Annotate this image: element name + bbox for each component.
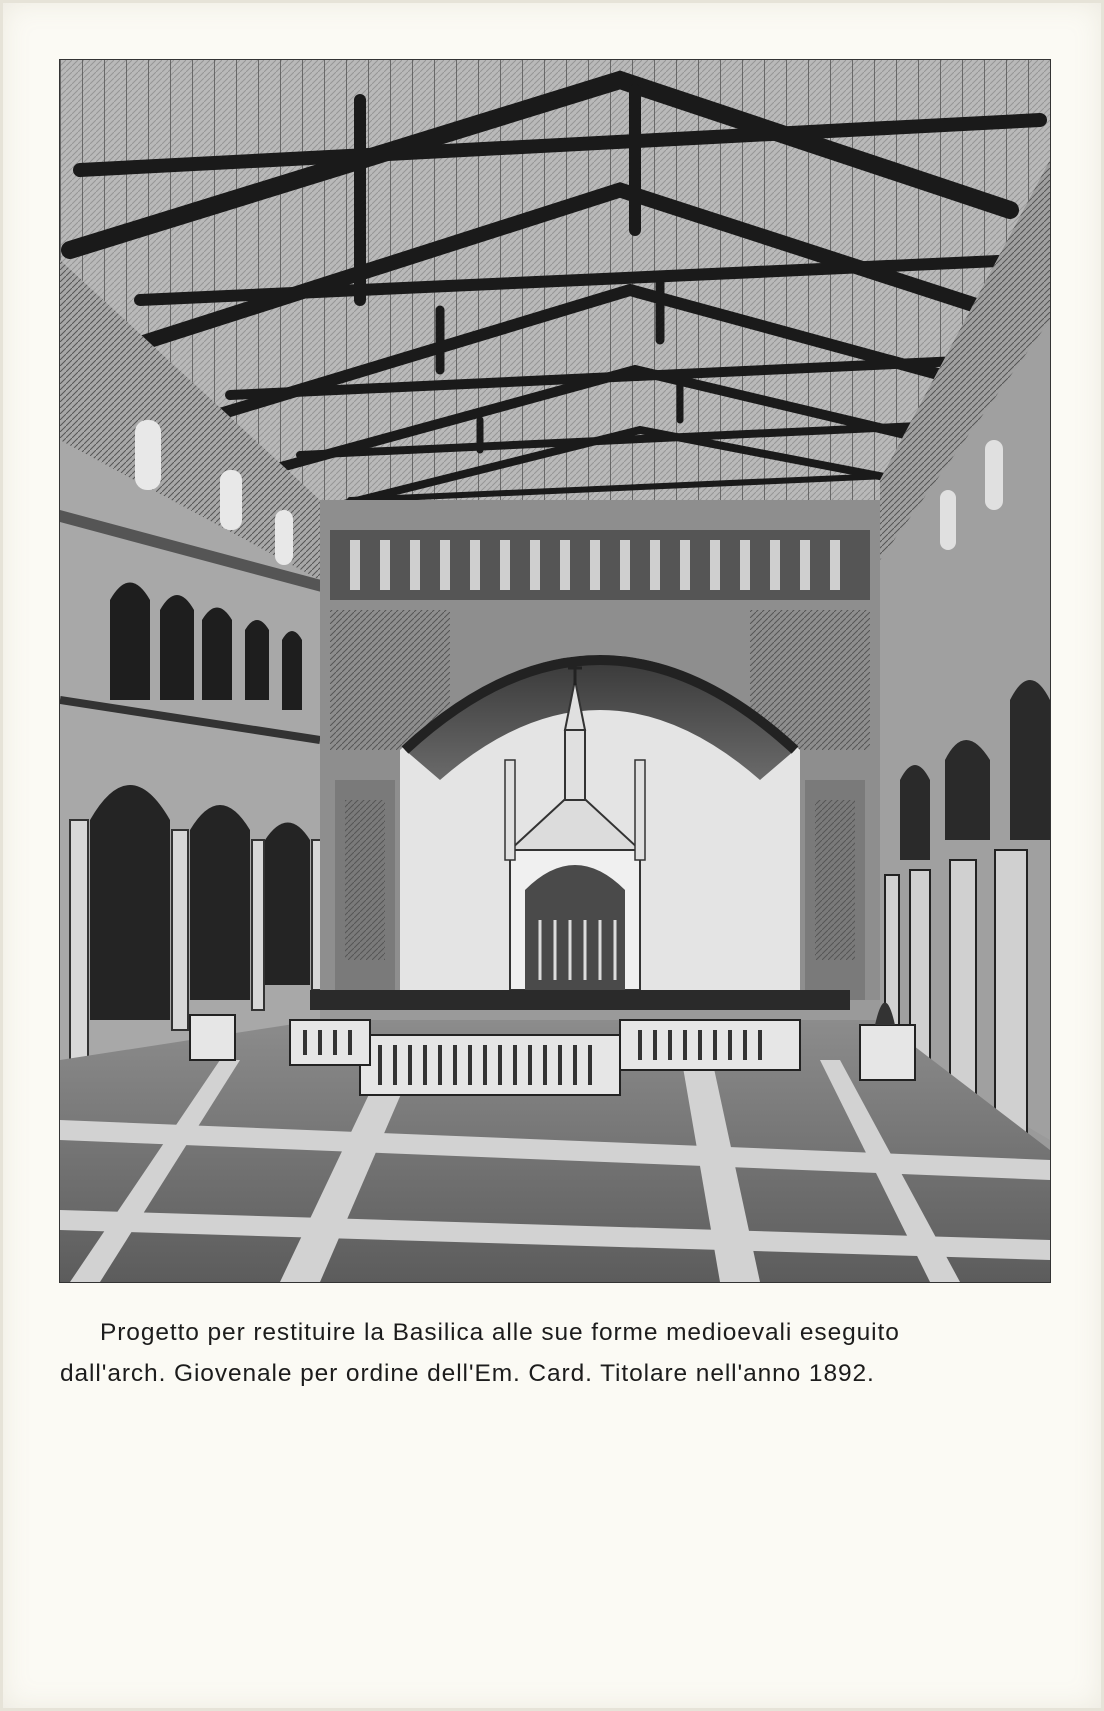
postcard-caption [60, 1312, 1050, 1394]
caption-line-2: dall'arch. Giovenale per ordine dell'Em. Card. Titolare nell'anno 1892. [60, 1360, 875, 1387]
basilica-interior-illustration [60, 60, 1050, 1282]
caption-line-1: Progetto per restituire la Basilica alle sue forme medioevali eseguito [100, 1319, 900, 1346]
basilica-engraving [60, 60, 1050, 1282]
